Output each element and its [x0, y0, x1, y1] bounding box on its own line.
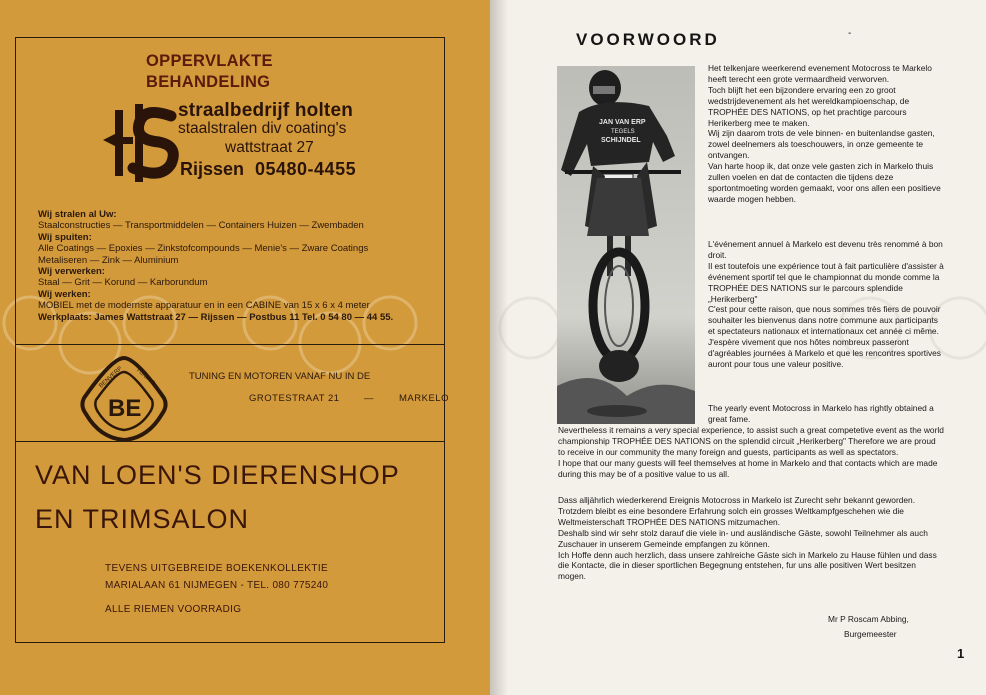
list-heading: Werkplaats: James Wattstraat 27 — Rijssen — Postbus 11 Tel. 0 54 80 — 44 55.: [38, 311, 394, 323]
english-first-line: The yearly event Motocross in Markelo has rightly obtained a great fame.: [708, 403, 934, 424]
tuning-text: TUNING EN MOTOREN VANAF NU IN DE: [189, 371, 371, 382]
signer-name: Mr P Roscam Abbing,: [828, 614, 909, 624]
page-title: VOORWOORD: [576, 30, 720, 49]
jersey-text-2: TEGELS: [611, 129, 635, 135]
services-list: [38, 209, 443, 323]
ad-dierenshop: [15, 441, 445, 643]
logo-letters: HS: [137, 180, 139, 181]
left-page: [0, 0, 490, 695]
list-heading: Wij stralen al Uw:: [38, 209, 117, 220]
paragraph: C'est pour cette raison, que nous sommes très fiers de pouvoir souhaiter les bienvenus dans notre commune aux participants et spectateurs nationaux et internationaux cet année ci même.: [708, 304, 941, 337]
ad-tuning: [15, 344, 449, 441]
tuning-street: GROTESTRAAT 21: [249, 393, 340, 404]
paragraph: Wij zijn daarom trots de vele binnen- en buitenlandse gasten, zowel deelnemers als toeschouwers, in onze gemeente te ontvangen.: [708, 128, 935, 161]
list-heading: Wij werken:: [38, 288, 91, 300]
paragraph: Deshalb sind wir sehr stolz darauf die viele in- und ausländische Gäste, sowohl Teilnehmer als auch Zuschauer in unserem Gemeinde empfangen zu können.: [558, 527, 928, 549]
paragraph: J'espère vivement que nos hôtes nombreux passeront d'agréables journées à Markelo et que les rencontres sportives auront pour tous une valeur positive.: [708, 337, 941, 369]
paragraph: Il est toutefois une expérience tout à fait particulière d'assister à événement sportif tel que le championnat du monde comme la TROPHÉE DES NATIONS sur le parcours splendide „Herikerberg": [708, 260, 944, 304]
ad-heading: [146, 51, 273, 93]
paragraph: I hope that our many guests will feel themselves at home in Markelo and that contacts which are made during this may be of a positive value to us all.: [558, 457, 938, 479]
right-page: [490, 0, 986, 695]
dutch-text: [708, 63, 944, 205]
paragraph: Nevertheless it remains a very special experience, to assist such a great competetive event as the world championship TROPHÉE DES NATIONS on the splendid circuit „Herikerberg" Therefore we are proud to receive in our community the many foreign and guests, participants as well as spectators.: [558, 425, 944, 457]
french-text: [708, 239, 944, 370]
logo-letters: BE: [108, 395, 142, 422]
paragraph: Dass alljährlich wiederkerend Ereignis Motocross in Markelo ist Zurecht sehr bekannt geworden.: [558, 495, 916, 505]
jersey-text-1: JAN VAN ERP: [599, 119, 646, 126]
company-street: wattstraat 27: [225, 139, 314, 156]
heading-line-1: OPPERVLAKTE: [146, 52, 273, 70]
paragraph: Trotzdem bleibt es eine besondere Erfahrung solch ein grosses Weltkampfgeschehen wie die Weltmeisterschaft TROPHÉE DES NATIONS mitzumachen.: [558, 505, 904, 527]
benverp-tuning-logo-icon: [78, 354, 170, 444]
list-heading: Wij spuiten:: [38, 231, 92, 243]
logo-top-text: BENVERP: [98, 365, 124, 390]
list-line: MOBIEL met de modernste apparatuur en in een CABINE van 15 x 6 x 4 meter: [38, 300, 370, 312]
paragraph: Ich Hoffe denn auch herzlich, dass unsere zahlreiche Gäste sich in Markelo zu Hause fühlen und dass die Kontacte, die in dieser sportlichen Begegnung entstehen, fur uns alle positiven Wert besitzen mogen.: [558, 549, 937, 582]
heading-line-2: BEHANDELING: [146, 73, 271, 91]
paragraph: L'événement annuel à Markelo est devenu très renommé à bon droit.: [708, 239, 943, 260]
signer-role: Burgemeester: [844, 629, 897, 639]
motocross-photo: [557, 66, 695, 424]
motocross-rider-image: [557, 66, 695, 424]
tuning-city: MARKELO: [399, 393, 449, 404]
title-dash: -: [848, 28, 852, 39]
list-line: Staal — Grit — Korund — Karborundum: [38, 277, 208, 289]
paragraph: Toch blijft het een bijzondere ervaring een zo groot wedstrijdevenement als het wereldkampioenschap, de TROPHÉE DES NATIONS, op het prachtige parcours Herikerberg mee te maken.: [708, 84, 910, 128]
page-number: 1: [957, 646, 965, 661]
list-line: Alle Coatings — Epoxies — Zinkstofcompounds — Menie's — Zware Coatings: [38, 243, 369, 255]
shop-books: TEVENS UITGEBREIDE BOEKENKOLLEKTIE: [105, 563, 329, 574]
tuning-dash: —: [364, 393, 374, 404]
list-line: Metaliseren — Zink — Aluminium: [38, 254, 179, 266]
list-line: Staalconstructies — Transportmiddelen — Containers Huizen — Zwembaden: [38, 220, 364, 232]
company-name: straalbedrijf holten: [178, 100, 354, 121]
paragraph: Van harte hoop ik, dat onze vele gasten zich in Markelo thuis zullen voelen en dat de contacten die tijdens deze sportontmoeting worden gemaakt, voor ons allen een positieve waarde mogen hebben.: [708, 161, 941, 204]
company-phone: 05480-4455: [255, 159, 357, 179]
logo-side-text: TUNING: [134, 367, 156, 387]
jersey-text-3: SCHIJNDEL: [601, 137, 641, 144]
shop-address: MARIALAAN 61 NIJMEGEN - TEL. 080 775240: [105, 580, 329, 591]
shop-subtitle: EN TRIMSALON: [35, 504, 250, 534]
english-text: [558, 425, 944, 480]
hs-logo-icon: [101, 102, 181, 184]
company-services: staalstralen div coating's: [178, 120, 347, 137]
paragraph: Het telkenjare weerkerend evenement Motocross te Markelo heeft terecht een grote vermaardheid verworven.: [708, 63, 932, 84]
list-heading: Wij verwerken:: [38, 266, 105, 278]
shop-name: VAN LOEN'S DIERENSHOP: [35, 460, 400, 490]
german-text: [558, 495, 944, 582]
shop-riemen: ALLE RIEMEN VOORRADIG: [105, 604, 242, 615]
company-city: Rijssen: [180, 159, 245, 179]
ad-straalbedrijf: [15, 37, 445, 344]
